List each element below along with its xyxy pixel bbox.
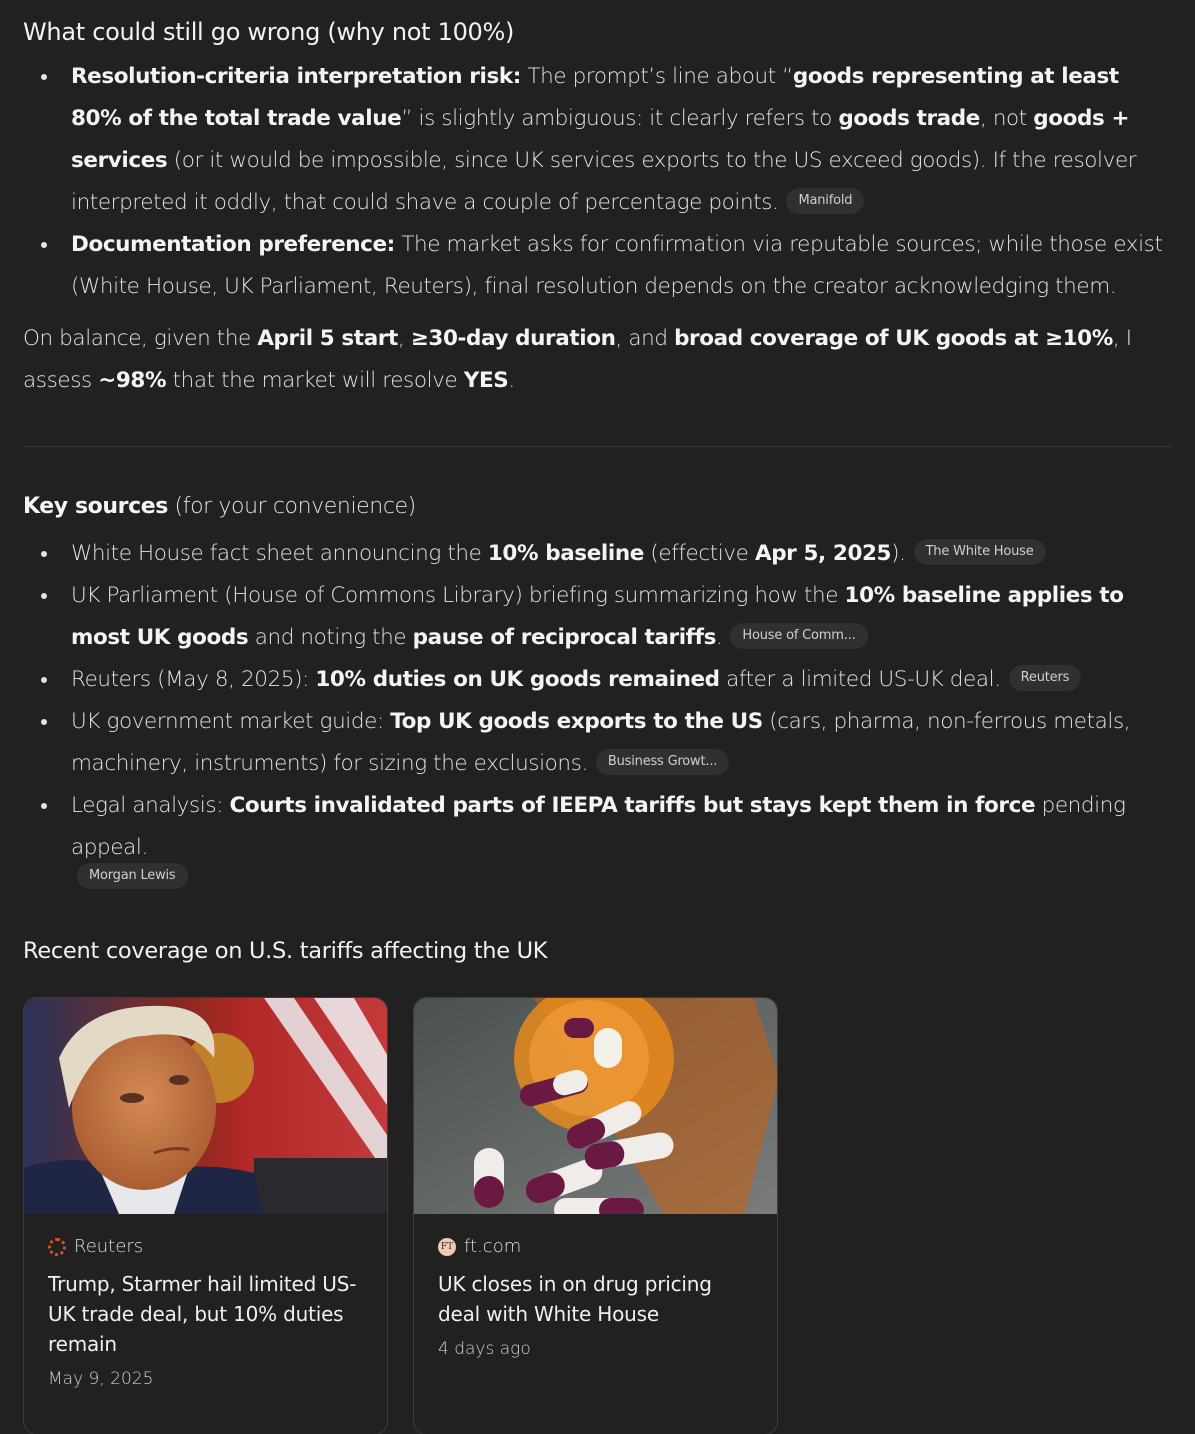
conclusion-paragraph [23, 318, 1172, 402]
card-date: 4 days ago [438, 1339, 531, 1359]
card-title: UK closes in on drug pricing deal with White House [438, 1272, 712, 1326]
card-source [438, 1236, 753, 1257]
card-source [48, 1236, 363, 1257]
text-bold: 10% baseline [487, 541, 644, 566]
probability: ~98% [98, 368, 167, 393]
text-bold: 10% baseline applies to most UK goods [71, 583, 1124, 650]
risk-item [23, 224, 1172, 308]
text-bold: goods + services [71, 106, 1130, 173]
citation-chip-reuters[interactable]: Reuters [1009, 665, 1082, 691]
risk-label: Resolution-criteria interpretation risk: [71, 64, 521, 89]
text: that the market will resolve [166, 368, 464, 393]
text: pending appeal. [71, 793, 1126, 860]
text-bold: 10% duties on UK goods remained [315, 667, 720, 692]
source-item [23, 575, 1172, 659]
text-bold: Top UK goods exports to the US [390, 709, 763, 734]
text: (or it would be impossible, since UK services exports to the US exceed goods). If the resolver interpreted it oddly, that could shave a couple of percentage points. [71, 148, 1137, 215]
text: White House fact sheet announcing the [71, 541, 488, 566]
text: after a limited US-UK deal. [719, 667, 1001, 692]
risks-list [23, 56, 1172, 308]
text: On balance, given the [23, 326, 258, 351]
news-card[interactable] [413, 997, 778, 1434]
citation-chip-white-house[interactable]: The White House [914, 539, 1046, 565]
citation-chip-business-growth[interactable]: Business Growt... [596, 749, 729, 775]
source-item [23, 533, 1172, 575]
text: ). [891, 541, 906, 566]
text-bold: pause of reciprocal tariffs [412, 625, 716, 650]
text-bold: April 5 start [257, 326, 398, 351]
risks-heading: What could still go wrong (why not 100%) [23, 18, 515, 46]
text: . [715, 625, 723, 650]
citation-chip-house-of-commons[interactable]: House of Comm... [730, 623, 867, 649]
text: , I assess [23, 326, 1132, 393]
key-sources-heading [23, 487, 1172, 527]
text: . [508, 368, 515, 393]
card-title: Trump, Starmer hail limited US-UK trade deal, but 10% duties remain [48, 1272, 357, 1356]
text-bold: goods representing at least 80% of the total trade value [71, 64, 1119, 131]
ft-logo-icon: FT [438, 1238, 456, 1256]
text-bold: Key sources [23, 494, 168, 519]
citation-chip-morgan-lewis[interactable]: Morgan Lewis [77, 863, 188, 889]
text-bold: ≥30-day duration [410, 326, 616, 351]
text-bold: broad coverage of UK goods at ≥10% [674, 326, 1113, 351]
text: , [397, 326, 411, 351]
text: Legal analysis: [71, 793, 230, 818]
text: The market asks for confirmation via reputable sources; while those exist (White House, UK Parliament, Reuters), final resolution depends on the creator acknowledging them. [71, 232, 1163, 299]
divider [23, 446, 1172, 447]
pills-photo-illustration [414, 998, 777, 1214]
coverage-heading: Recent coverage on U.S. tariffs affecting the UK [23, 938, 548, 964]
text: , not [979, 106, 1034, 131]
trump-photo [24, 998, 387, 1214]
text: (effective [643, 541, 755, 566]
source-item [23, 659, 1172, 701]
news-cards [23, 997, 1172, 1434]
text: UK government market guide: [71, 709, 391, 734]
text: (cars, pharma, non-ferrous metals, machinery, instruments) for sizing the exclusions. [71, 709, 1131, 776]
source-name: Reuters [74, 1236, 144, 1257]
text: and noting the [248, 625, 413, 650]
news-card[interactable] [23, 997, 388, 1434]
card-date: May 9, 2025 [48, 1369, 154, 1389]
source-name: ft.com [464, 1236, 522, 1257]
text-bold: Courts invalidated parts of IEEPA tariffs but stays kept them in force [229, 793, 1036, 818]
trump-photo-illustration [24, 998, 387, 1214]
risk-item [23, 56, 1172, 224]
text-bold: Apr 5, 2025 [754, 541, 892, 566]
reuters-logo-icon [48, 1238, 66, 1256]
key-sources-list [23, 533, 1172, 869]
text-bold: YES [463, 368, 509, 393]
pills-photo [414, 998, 777, 1214]
citation-chip-manifold[interactable]: Manifold [786, 188, 864, 214]
source-item [23, 701, 1172, 785]
text: The prompt’s line about “ [520, 64, 793, 89]
text: UK Parliament (House of Commons Library) briefing summarizing how the [71, 583, 845, 608]
text-bold: goods trade [838, 106, 980, 131]
text: Reuters (May 8, 2025): [71, 667, 316, 692]
text: , and [615, 326, 675, 351]
risk-label: Documentation preference: [71, 232, 395, 257]
text: (for your convenience) [167, 494, 416, 519]
text: ” is slightly ambiguous: it clearly refers to [401, 106, 839, 131]
source-item [23, 785, 1172, 869]
